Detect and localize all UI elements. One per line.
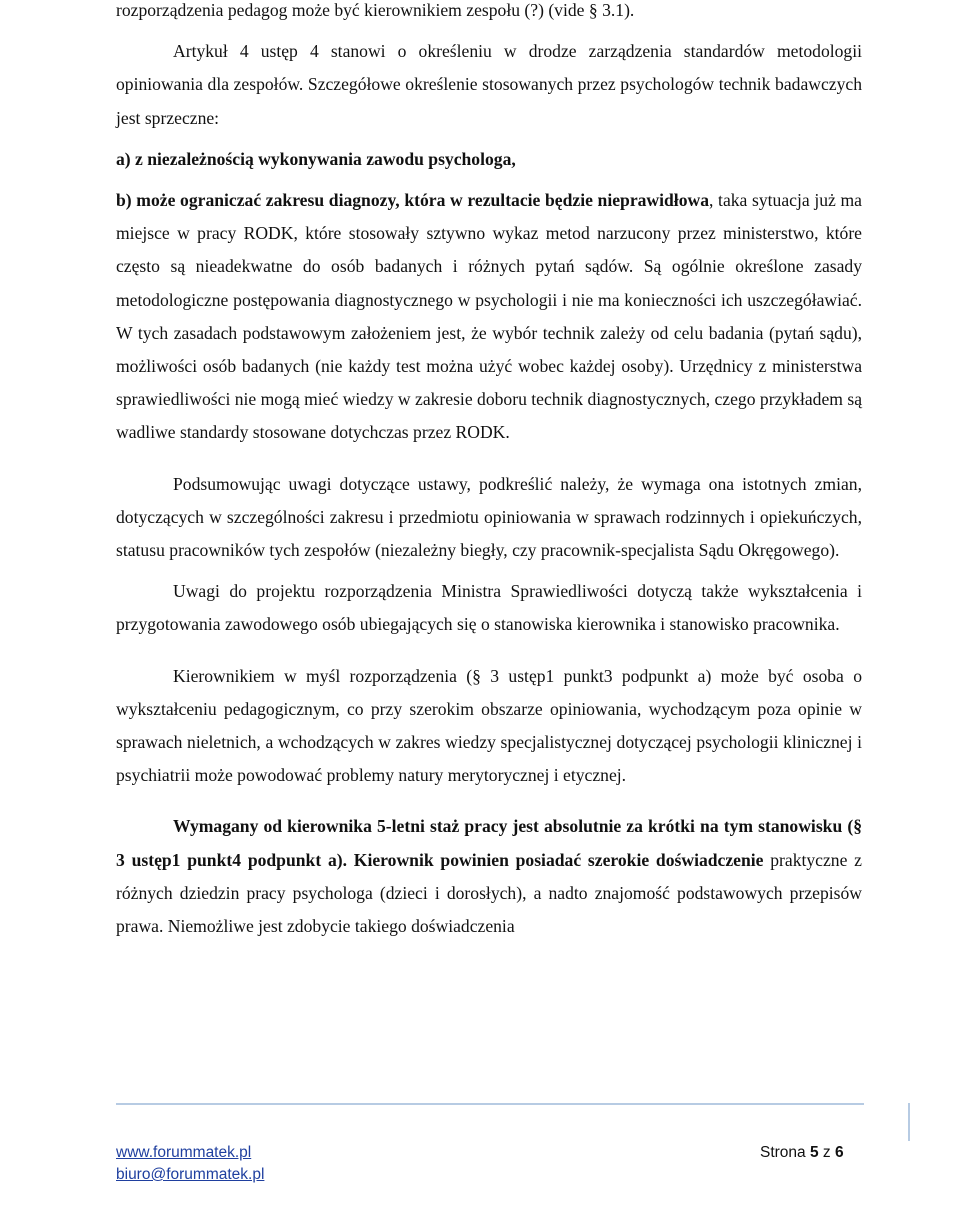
page-separator: z	[822, 1144, 831, 1161]
paragraph-manager: Kierownikiem w myśl rozporządzenia (§ 3 ustęp1 punkt3 podpunkt a) może być osoba o wykształceniu pedagogicznym, co przy szerokim obszarze opiniowania, wychodzącym poza opinie w sprawach nieletnich, a wchodzących w zakres wiedzy specjalistycznej dotyczącej psychologii klinicznej i psychiatrii może powodować problemy natury merytorycznej i etycznej.	[116, 665, 862, 786]
paragraph-summary: Podsumowując uwagi dotyczące ustawy, podkreślić należy, że wymaga ona istotnych zmian, dotyczących w szczególności zakresu i przedmiotu opiniowania w sprawach rodzinnych i opiekuńczych, statusu pracowników tych zespołów (niezależny biegły, czy pracownik-specjalista Sądu Okręgowego).	[116, 473, 862, 561]
article-4-sentence: Artykuł 4 ustęp 4 stanowi o określeniu w drodze zarządzenia standardów metodologii opiniowania dla zespołów.	[116, 41, 862, 95]
page-number	[760, 1142, 844, 1164]
page-current: 5	[809, 1144, 819, 1161]
paragraph-article-4	[116, 35, 862, 135]
page-total: 6	[834, 1144, 844, 1161]
requirements-bold: Wymagany od kierownika 5-letni staż pracy jest absolutnie za krótki na tym stanowisku (§ 3 ustęp1 punkt4 podpunkt a). Kierownik powinien posiadać szerokie doświadczenie	[116, 816, 862, 870]
body-text	[116, 0, 862, 943]
point-a	[116, 143, 862, 176]
paragraph-requirements	[116, 810, 862, 943]
footer-divider-tick	[908, 1103, 910, 1141]
point-b	[116, 184, 862, 450]
point-b-bold: b) może ograniczać zakresu diagnozy, która w rezultacie będzie nieprawidłowa	[116, 190, 709, 211]
page-label: Strona	[760, 1144, 806, 1161]
footer-divider	[116, 1103, 864, 1105]
article-4-detail: Szczegółowe określenie stosowanych przez psychologów technik badawczych jest sprzeczne:	[116, 74, 862, 128]
paragraph-intro: rozporządzenia pedagog może być kierownikiem zespołu (?) (vide § 3.1).	[116, 0, 635, 20]
point-a-text: a) z niezależnością wykonywania zawodu psychologa,	[116, 148, 516, 169]
footer-contacts	[116, 1142, 264, 1186]
paragraph-remarks: Uwagi do projektu rozporządzenia Ministra Sprawiedliwości dotyczą także wykształcenia i przygotowania zawodowego osób ubiegających się o stanowiska kierownika i stanowisko pracownika.	[116, 581, 862, 635]
email-link[interactable]: biuro@forummatek.pl	[116, 1166, 265, 1183]
website-link[interactable]: www.forummatek.pl	[116, 1144, 252, 1161]
point-b-rest: , taka sytuacja już ma miejsce w pracy RODK, które stosowały sztywno wykaz metod narzucony przez ministerstwo, które często są nieadekwatne do osób badanych i różnych pytań sądów. Są ogólnie określone zasady metodologiczne postępowania diagnostycznego w psychologii i nie ma konieczności ich uszczegóławiać. W tych zasadach podstawowym założeniem jest, że wybór technik zależy od celu badania (pytań sądu), możliwości osób badanych (nie każdy test można użyć wobec każdej osoby). Urzędnicy z ministerstwa sprawiedliwości nie mogą mieć wiedzy w zakresie doboru technik diagnostycznych, czego przykładem są wadliwe standardy stosowane dotychczas przez RODK.	[116, 190, 863, 443]
requirements-rest: praktyczne z różnych dziedzin pracy psychologa (dzieci i dorosłych), a nadto znajomość podstawowych przepisów prawa. Niemożliwe jest zdobycie takiego doświadczenia	[116, 849, 862, 937]
